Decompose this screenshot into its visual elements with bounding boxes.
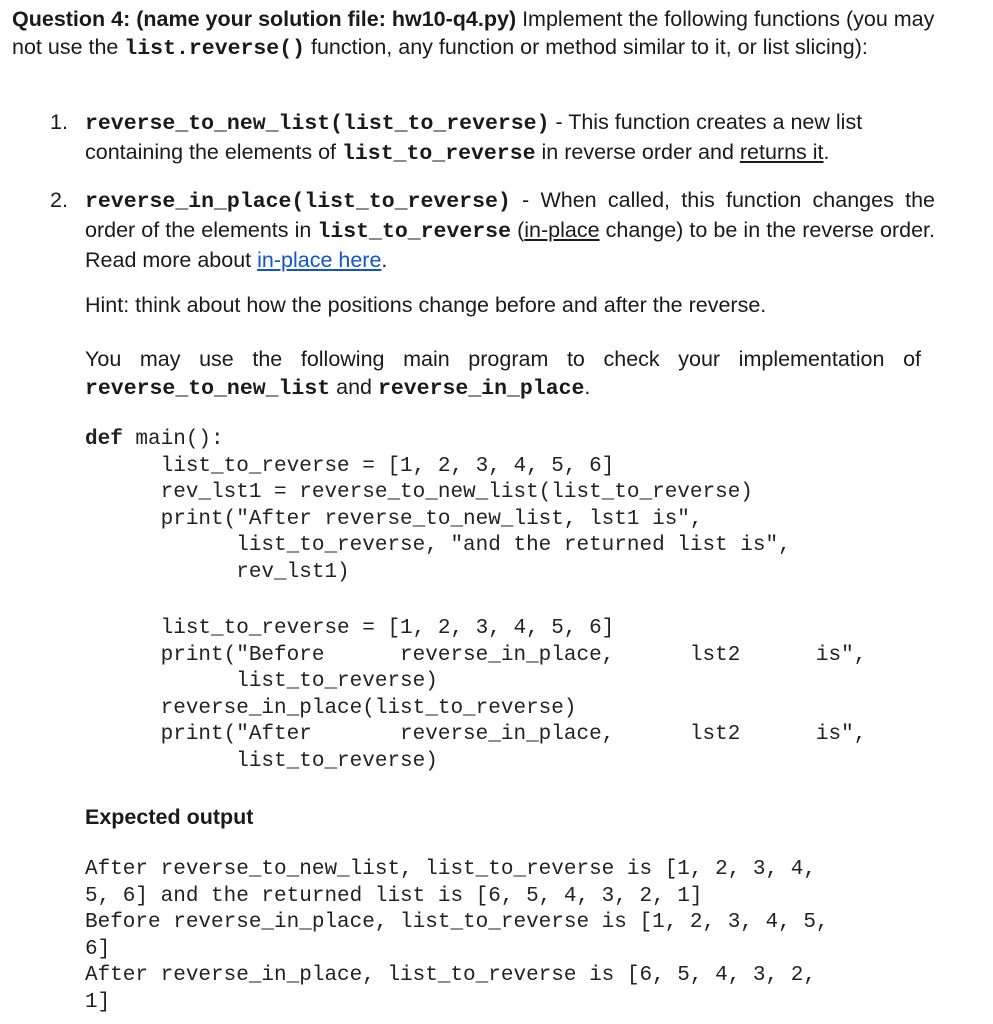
- code-line: list_to_reverse, "and the returned list is",: [85, 534, 791, 557]
- code-line: print("After reverse_to_new_list, lst1 is",: [85, 507, 703, 531]
- question-text-2: function, any function or method similar to it, or list slicing):: [305, 35, 868, 59]
- usage-text: .: [584, 375, 591, 399]
- code-line: rev_lst1 = reverse_to_new_list(list_to_reverse): [85, 481, 753, 504]
- list-item-reverse-in-place: [50, 186, 935, 274]
- code-block-main: [85, 427, 791, 586]
- usage-paragraph: [85, 345, 921, 403]
- code-line: reverse_in_place(list_to_reverse): [85, 696, 577, 720]
- item-number: 1.: [50, 110, 68, 134]
- code-line: list_to_reverse = [1, 2, 3, 4, 5, 6]: [85, 454, 615, 478]
- code-line: list_to_reverse = [1, 2, 3, 4, 5, 6]: [85, 617, 615, 640]
- underlined-text: in-place: [524, 218, 600, 242]
- code-line: rev_lst1): [85, 560, 350, 584]
- item-text: - This function creates a new list containing the elements of: [85, 110, 863, 164]
- forbidden-method: list.reverse(): [124, 37, 306, 61]
- hint-text: Hint: think about how the positions change before and after the reverse.: [85, 293, 767, 317]
- item-text: .: [381, 248, 388, 272]
- function-signature: reverse_in_place(list_to_reverse): [85, 190, 511, 214]
- item-number: 2.: [50, 188, 68, 212]
- code-line: print("After reverse_in_place, lst2 is",: [85, 723, 867, 746]
- usage-text: You may use the following main program to check your implementation of: [85, 347, 921, 371]
- code-line: [85, 427, 791, 454]
- item-text: (: [510, 218, 525, 242]
- param-name: list_to_reverse: [317, 220, 511, 244]
- question-intro: [12, 5, 952, 63]
- output-line: 5, 6] and the returned list is [6, 5, 4, 3, 2, 1]: [85, 884, 703, 908]
- param-name: list_to_reverse: [341, 142, 536, 166]
- usage-text: and: [330, 375, 378, 399]
- expected-output-block: [85, 857, 925, 1016]
- code-block-in-place: [85, 616, 866, 775]
- item-text: .: [823, 140, 830, 164]
- item-text: - When called, this function changes the order of the elements in: [85, 188, 935, 242]
- function-signature: reverse_to_new_list(list_to_reverse): [85, 112, 550, 136]
- list-item-reverse-to-new-list: [50, 108, 935, 168]
- output-line: After reverse_in_place, list_to_reverse is [6, 5, 4, 3, 2,: [85, 964, 816, 987]
- function-name: reverse_to_new_list: [85, 377, 331, 401]
- output-line: 6]: [85, 937, 111, 961]
- code-text: main():: [122, 428, 224, 451]
- expected-output-heading: Expected output: [85, 805, 254, 829]
- def-keyword: def: [85, 428, 123, 451]
- output-line: 1]: [85, 990, 111, 1014]
- code-line: list_to_reverse): [85, 670, 438, 693]
- output-line: Before reverse_in_place, list_to_reverse is [1, 2, 3, 4, 5,: [85, 911, 829, 934]
- question-text-1: Implement the following functions (you may not use the: [12, 7, 935, 59]
- output-line: After reverse_to_new_list, list_to_reverse is [1, 2, 3, 4,: [85, 858, 816, 881]
- question-label: Question 4: (name your solution file: hw10-q4.py): [12, 7, 517, 31]
- item-text: in reverse order and: [535, 140, 740, 164]
- code-line: print("Before reverse_in_place, lst2 is",: [85, 643, 867, 667]
- code-line: list_to_reverse): [85, 749, 438, 773]
- underlined-text: returns it: [739, 140, 824, 164]
- item-text: change) to be in the reverse order. Read more about: [85, 218, 935, 272]
- function-name: reverse_in_place: [377, 377, 585, 401]
- in-place-link[interactable]: in-place here: [257, 248, 382, 272]
